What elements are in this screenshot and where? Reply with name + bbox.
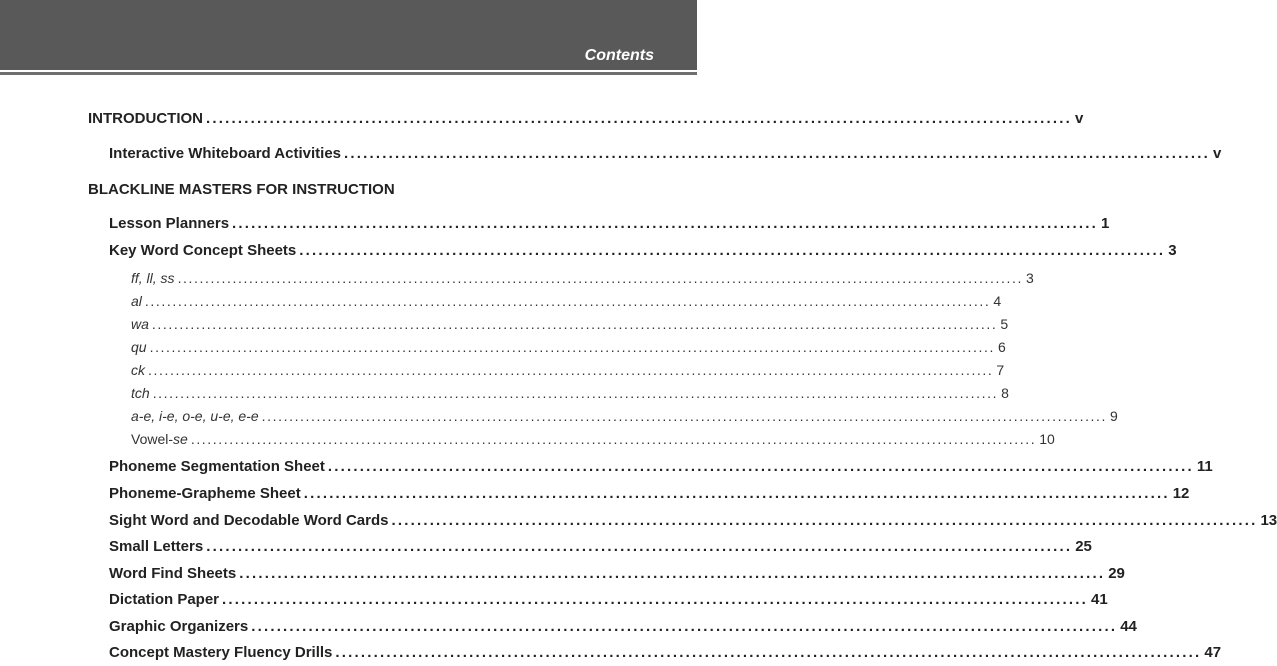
page-title: Contents bbox=[584, 47, 654, 64]
toc-entry-concept-mastery-drills[interactable] bbox=[109, 642, 1222, 664]
toc-subentry[interactable] bbox=[131, 428, 1055, 450]
dot-leader: .......................................................................................................................................................... bbox=[261, 408, 1108, 424]
toc-subentry-page: 9 bbox=[1110, 408, 1118, 424]
toc-entry-lesson-planners[interactable] bbox=[109, 213, 1110, 235]
toc-entry-word-find-sheets[interactable] bbox=[109, 563, 1125, 585]
dot-leader: ........................................................................................................................................ bbox=[327, 458, 1194, 475]
toc-subentry[interactable] bbox=[131, 336, 1006, 358]
toc-entry-interactive-whiteboard[interactable] bbox=[109, 143, 1222, 165]
toc-subentry-page: 5 bbox=[1000, 316, 1009, 332]
toc-entry-label: Concept Mastery Fluency Drills bbox=[109, 644, 333, 661]
toc-entry-label: Small Letters bbox=[109, 538, 204, 555]
dot-leader: .......................................................................................................................................................... bbox=[152, 385, 999, 401]
toc-subentry-label: qu bbox=[131, 339, 147, 355]
dot-leader: .......................................................................................................................................................... bbox=[190, 431, 1037, 447]
toc-subentry-label: a-e, i-e, o-e, u-e, e-e bbox=[131, 408, 259, 424]
toc-subentry-label: ff, ll, ss bbox=[131, 270, 175, 286]
toc-entry-page: 29 bbox=[1108, 565, 1125, 582]
dot-leader: ........................................................................................................................................ bbox=[391, 512, 1258, 529]
toc-entry-phoneme-segmentation[interactable] bbox=[109, 456, 1213, 478]
toc-entry-page: 13 bbox=[1260, 512, 1277, 529]
toc-entry-page: v bbox=[1074, 110, 1084, 127]
toc-entry-label: Word Find Sheets bbox=[109, 565, 237, 582]
dot-leader: ........................................................................................................................................ bbox=[335, 644, 1202, 661]
toc-subentry-label-suffix: se bbox=[173, 431, 188, 447]
dot-leader: .......................................................................................................................................................... bbox=[144, 293, 991, 309]
toc-entry-page: 44 bbox=[1120, 618, 1137, 635]
toc-subentry[interactable] bbox=[131, 267, 1034, 289]
dot-leader: ........................................................................................................................................ bbox=[239, 565, 1106, 582]
toc-entry-page: 3 bbox=[1168, 242, 1177, 259]
dot-leader: ........................................................................................................................................ bbox=[299, 242, 1166, 259]
toc-entry-introduction[interactable] bbox=[88, 108, 1084, 130]
toc-entry-label: Sight Word and Decodable Word Cards bbox=[109, 512, 389, 529]
toc-entry-label: Phoneme Segmentation Sheet bbox=[109, 458, 325, 475]
toc-entry-page: 47 bbox=[1204, 644, 1222, 661]
toc-entry-page: 41 bbox=[1091, 591, 1108, 608]
header-rule bbox=[0, 72, 697, 75]
toc-entry-sight-word-cards[interactable] bbox=[109, 510, 1277, 532]
toc-subentry[interactable] bbox=[131, 290, 1002, 312]
toc-entry-page: v bbox=[1213, 145, 1222, 162]
toc-entry-page: 25 bbox=[1075, 538, 1092, 555]
toc-entry-label: Phoneme-Grapheme Sheet bbox=[109, 485, 301, 502]
dot-leader: ........................................................................................................................................ bbox=[206, 538, 1073, 555]
toc-subentry[interactable] bbox=[131, 382, 1009, 404]
dot-leader: ........................................................................................................................................ bbox=[303, 485, 1170, 502]
toc-entry-page: 12 bbox=[1172, 485, 1190, 502]
toc-entry-label: Lesson Planners bbox=[109, 215, 230, 232]
toc-subentry[interactable] bbox=[131, 405, 1118, 427]
toc-subentry-page: 10 bbox=[1039, 431, 1055, 447]
dot-leader: ........................................................................................................................................ bbox=[251, 618, 1118, 635]
toc-subentry-label: al bbox=[131, 293, 142, 309]
toc-subentry-label: wa bbox=[131, 316, 149, 332]
toc-subentry[interactable] bbox=[131, 359, 1005, 381]
dot-leader: .......................................................................................................................................................... bbox=[149, 339, 995, 355]
dot-leader: ........................................................................................................................................ bbox=[222, 591, 1089, 608]
toc-entry-small-letters[interactable] bbox=[109, 536, 1092, 558]
toc-subentry-label bbox=[131, 428, 188, 450]
toc-entry-label: INTRODUCTION bbox=[88, 110, 203, 127]
toc-entry-label: Key Word Concept Sheets bbox=[109, 242, 297, 259]
dot-leader: .......................................................................................................................................................... bbox=[177, 270, 1023, 286]
toc-subentry-page: 8 bbox=[1001, 385, 1009, 401]
toc-entry-label: Interactive Whiteboard Activities bbox=[109, 145, 342, 162]
dot-leader: ........................................................................................................................................ bbox=[344, 145, 1210, 162]
toc-subentry-page: 3 bbox=[1025, 270, 1034, 286]
dot-leader: .......................................................................................................................................................... bbox=[151, 316, 998, 332]
toc-entry-dictation-paper[interactable] bbox=[109, 589, 1108, 611]
dot-leader: .......................................................................................................................................................... bbox=[148, 362, 994, 378]
toc-entry-page: 1 bbox=[1101, 215, 1110, 232]
toc-subentry-label: ck bbox=[131, 362, 145, 378]
dot-leader: ........................................................................................................................................ bbox=[232, 215, 1099, 232]
toc-subentry-page: 7 bbox=[996, 362, 1005, 378]
toc-entry-key-word-concept-sheets[interactable] bbox=[109, 240, 1177, 262]
toc-entry-label: Dictation Paper bbox=[109, 591, 220, 608]
toc-subentry-page: 6 bbox=[997, 339, 1006, 355]
toc-subentry-page: 4 bbox=[993, 293, 1002, 309]
toc-subentry-label: tch bbox=[131, 385, 150, 401]
toc-entry-graphic-organizers[interactable] bbox=[109, 616, 1137, 638]
section-heading: BLACKLINE MASTERS FOR INSTRUCTION bbox=[88, 181, 395, 198]
dot-leader: ........................................................................................................................................ bbox=[206, 110, 1072, 127]
toc-subentry-label-prefix: Vowel- bbox=[131, 431, 174, 447]
toc-entry-label: Graphic Organizers bbox=[109, 618, 249, 635]
toc-subentry[interactable] bbox=[131, 313, 1009, 335]
toc-entry-page: 11 bbox=[1196, 458, 1213, 475]
toc-entry-phoneme-grapheme[interactable] bbox=[109, 483, 1190, 505]
